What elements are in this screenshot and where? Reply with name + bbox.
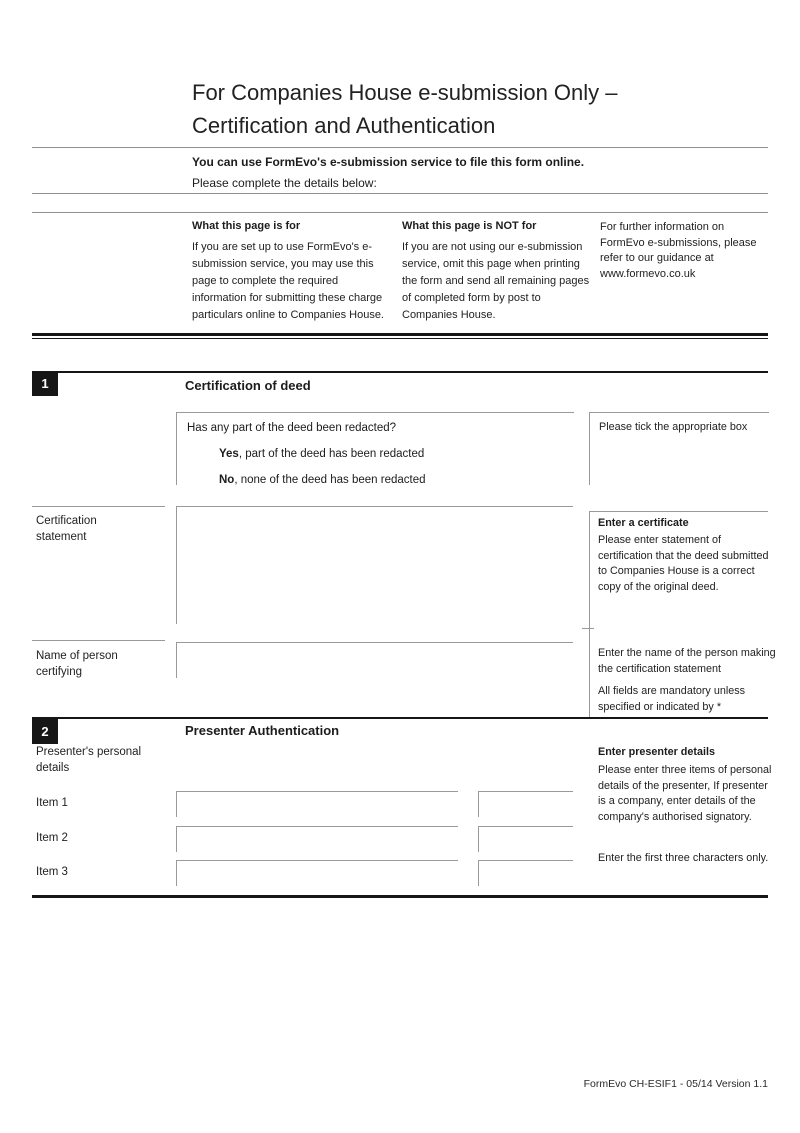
info-body: If you are not using our e-submission service, omit this page when printing the form and send all remaining pages of completed form by post to Companies House. <box>402 241 590 321</box>
form-reference-footer: FormEvo CH-ESIF1 - 05/14 Version 1.1 <box>583 1078 768 1090</box>
intro-subtext: Please complete the details below: <box>192 176 377 190</box>
info-heading: What this page is for <box>192 220 301 232</box>
section-separator <box>32 333 768 339</box>
page-title <box>192 76 752 142</box>
guidance-vline <box>589 511 590 718</box>
section2-rule <box>32 717 768 719</box>
label-rule <box>32 640 165 641</box>
mandatory-fields-note: All fields are mandatory unless specified or indicated by * <box>598 685 746 713</box>
presenter-details-label: Presenter's personal details <box>36 746 142 774</box>
item2-label: Item 2 <box>36 832 68 844</box>
item3-label: Item 3 <box>36 866 68 878</box>
intro-statement: You can use FormEvo's e-submission service to file this form online. <box>192 155 585 169</box>
item3-value-input[interactable] <box>176 860 458 886</box>
label-rule <box>32 506 165 507</box>
section2-number-badge: 2 <box>32 719 58 744</box>
page-title-line2: Certification and Authentication <box>192 113 496 138</box>
tick-guidance-text: Please tick the appropriate box <box>599 421 748 433</box>
presenter-guidance-body: Please enter three items of personal details of the presenter, If presenter is a company, enter details of the company's authorised signatory. <box>598 764 772 823</box>
item2-value-input[interactable] <box>176 826 458 852</box>
option-no[interactable] <box>219 473 574 488</box>
info-column-further-info: For further information on FormEvo e-submissions, please refer to our guidance at www.formevo.co.uk <box>600 221 757 280</box>
page-title-line1: For Companies House e-submission Only – <box>192 80 618 105</box>
first-three-characters-note: Enter the first three characters only. <box>598 852 769 864</box>
info-heading: What this page is NOT for <box>402 220 537 232</box>
redaction-question-box <box>176 412 574 485</box>
option-no-text: , none of the deed has been redacted <box>234 474 426 486</box>
info-column-not-for <box>402 219 598 324</box>
name-guidance-text: Enter the name of the person making the certification statement <box>598 647 776 675</box>
tick-guidance-box <box>589 412 769 485</box>
presenter-guidance-heading: Enter presenter details <box>598 746 716 758</box>
name-certifying-input[interactable] <box>176 642 573 678</box>
option-no-keyword: No <box>219 474 235 486</box>
item1-value-input[interactable] <box>176 791 458 817</box>
item1-code-input[interactable] <box>478 791 573 817</box>
divider <box>32 212 768 213</box>
section2-title: Presenter Authentication <box>185 723 340 738</box>
section1-rule <box>32 371 768 373</box>
option-yes[interactable] <box>219 447 574 462</box>
section1-number-badge: 1 <box>32 371 58 396</box>
item2-code-input[interactable] <box>478 826 573 852</box>
certification-statement-input[interactable] <box>176 506 573 624</box>
divider <box>32 193 768 194</box>
guidance-tick-mark <box>582 628 594 629</box>
form-bottom-rule <box>32 895 768 898</box>
certification-statement-label: Certification statement <box>36 515 97 543</box>
item1-label: Item 1 <box>36 797 68 809</box>
redaction-question: Has any part of the deed been redacted? <box>187 422 397 434</box>
guidance-topline <box>589 511 768 512</box>
certificate-guidance-body: Please enter statement of certification that the deed submitted to Companies House is a correct copy of the original deed. <box>598 534 769 593</box>
option-yes-keyword: Yes <box>219 448 239 460</box>
info-body: If you are set up to use FormEvo's e-submission service, you may use this page to complete the required information for submitting these charge particulars online to Companies House. <box>192 241 384 321</box>
section1-title: Certification of deed <box>185 378 311 393</box>
option-yes-text: , part of the deed has been redacted <box>238 448 425 460</box>
divider <box>32 147 768 148</box>
name-certifying-label: Name of person certifying <box>36 650 118 678</box>
certificate-guidance-heading: Enter a certificate <box>598 517 689 529</box>
item3-code-input[interactable] <box>478 860 573 886</box>
info-column-what-for <box>192 219 384 324</box>
